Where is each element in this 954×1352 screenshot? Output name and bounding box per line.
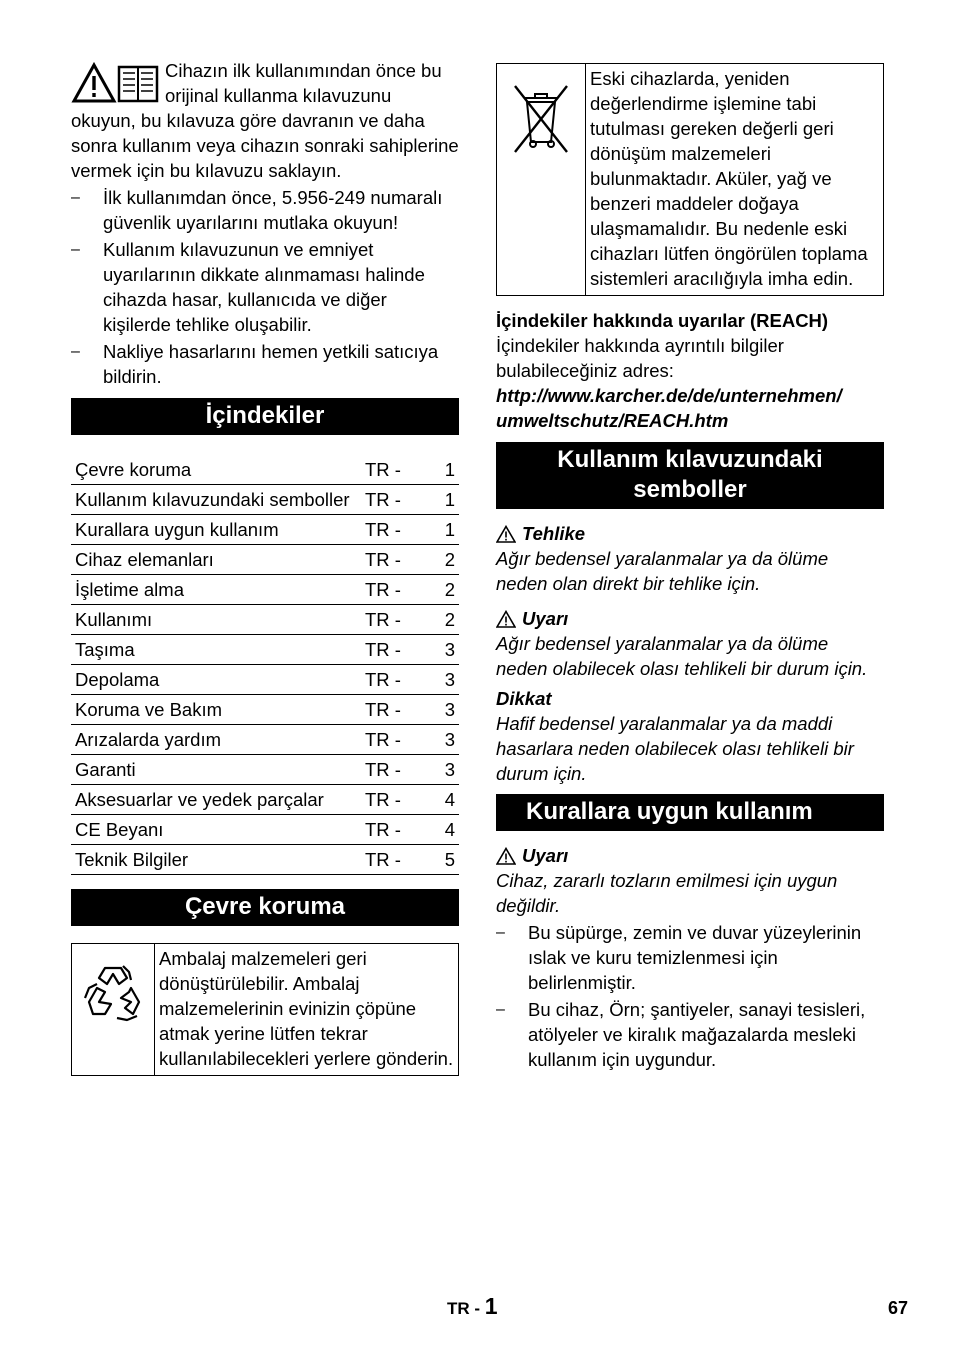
toc-entry-prefix: TR - — [361, 665, 429, 695]
toc-entry-prefix: TR - — [361, 815, 429, 845]
toc-entry-title: Aksesuarlar ve yedek parçalar — [71, 785, 361, 815]
toc-row — [71, 485, 459, 515]
toc-entry-prefix: TR - — [361, 485, 429, 515]
list-item: – İlk kullanımdan önce, 5.956-249 numaralı güvenlik uyarılarını mutlaka okuyun! — [71, 185, 459, 235]
warning-label-row — [496, 606, 884, 631]
danger-text: Ağır bedensel yaralanmalar ya da ölüme neden olan direkt bir tehlike için. — [496, 548, 829, 594]
toc-entry-title: Depolama — [71, 665, 361, 695]
toc-entry-title: Kurallara uygun kullanım — [71, 515, 361, 545]
toc-entry-page: 1 — [429, 485, 459, 515]
danger-label: Tehlike — [522, 523, 586, 544]
toc-entry-prefix: TR - — [361, 515, 429, 545]
environment-heading: Çevre koruma — [71, 889, 459, 926]
toc-row — [71, 755, 459, 785]
toc-entry-title: Arızalarda yardım — [71, 725, 361, 755]
warning-label: Uyarı — [522, 608, 569, 629]
toc-entry-page: 3 — [429, 635, 459, 665]
warning-triangle-icon — [496, 525, 516, 543]
weee-text: Eski cihazlarda, yeniden değerlendirme işlemine tabi tutulması gereken değerli geri dönüşüm malzemeleri bulunmaktadır. Aküler, yağ ve benzeri maddeler doğaya ulaşmamalıdır. Bu nedenle eski cihazları lütfen öngörülen toplama sistemleri aracılığıyla imha edin. — [586, 64, 884, 296]
recycle-box — [71, 943, 459, 1076]
caution-text: Hafif bedensel yaralanmalar ya da maddi hasarlara neden olabilecek olası tehlikeli bir durum için. — [496, 713, 854, 784]
toc-row — [71, 815, 459, 845]
intro-text: Cihazın ilk kullanımından önce bu orijinal kullanma kılavuzunu okuyun, bu kılavuza göre davranın ve daha sonra kullanım veya cihazın sonraki sahiplerine vermek için bu kılavuzu saklayın. — [71, 60, 459, 181]
toc-entry-page: 3 — [429, 665, 459, 695]
toc-entry-page: 3 — [429, 755, 459, 785]
toc-row — [71, 515, 459, 545]
footer-sep: - — [469, 1299, 485, 1318]
toc-entry-title: Cihaz elemanları — [71, 545, 361, 575]
proper-use-list — [496, 920, 884, 1072]
toc-entry-page: 3 — [429, 725, 459, 755]
toc-entry-title: CE Beyanı — [71, 815, 361, 845]
toc-entry-prefix: TR - — [361, 545, 429, 575]
weee-box — [496, 63, 884, 296]
toc-entry-page: 3 — [429, 695, 459, 725]
toc-entry-page: 4 — [429, 815, 459, 845]
toc-entry-page: 4 — [429, 785, 459, 815]
warning-text: Ağır bedensel yaralanmalar ya da ölüme neden olabilecek olası tehlikeli bir durum için. — [496, 633, 868, 679]
weee-icon-cell — [497, 64, 586, 296]
toc-entry-title: Kullanımı — [71, 605, 361, 635]
toc-entry-prefix: TR - — [361, 635, 429, 665]
warning-manual-icon — [71, 61, 159, 105]
toc-entry-title: Teknik Bilgiler — [71, 845, 361, 875]
left-column — [71, 58, 459, 1076]
proper-use-warning-label: Uyarı — [522, 845, 569, 866]
warning-triangle-icon — [496, 847, 516, 865]
toc-row — [71, 453, 459, 485]
proper-use-warning-row — [496, 843, 884, 868]
symbols-heading: Kullanım kılavuzundaki semboller — [496, 442, 884, 509]
danger-label-row — [496, 521, 884, 546]
reach-url[interactable] — [496, 383, 884, 433]
crossed-bin-icon — [509, 80, 573, 156]
toc-row — [71, 545, 459, 575]
list-item: – Nakliye hasarlarını hemen yetkili satıcıya bildirin. — [71, 339, 459, 389]
toc-entry-page: 5 — [429, 845, 459, 875]
toc-row — [71, 845, 459, 875]
toc-entry-prefix: TR - — [361, 453, 429, 485]
toc-entry-prefix: TR - — [361, 785, 429, 815]
proper-use-warning-text: Cihaz, zararlı tozların emilmesi için uygun değildir. — [496, 870, 838, 916]
toc-row — [71, 605, 459, 635]
toc-entry-page: 2 — [429, 605, 459, 635]
list-item: – Kullanım kılavuzunun ve emniyet uyarılarının dikkate alınmaması halinde cihazda hasar, kullanıcıda ve diğer kişilerde tehlike oluşabilir. — [71, 237, 459, 337]
footer-lang: TR — [447, 1299, 470, 1318]
toc-entry-prefix: TR - — [361, 725, 429, 755]
recycle-text: Ambalaj malzemeleri geri dönüştürülebilir. Ambalaj malzemelerinin evinizin çöpüne atmak yerine lütfen tekrar kullanılabilecekleri yerlere gönderin. — [155, 944, 459, 1076]
toc-entry-page: 1 — [429, 453, 459, 485]
reach-url-line1[interactable]: http://www.karcher.de/de/unternehmen/ — [496, 385, 842, 406]
toc-entry-title: İşletime alma — [71, 575, 361, 605]
intro-list — [71, 185, 459, 389]
toc-row — [71, 695, 459, 725]
toc-row — [71, 725, 459, 755]
reach-heading: İçindekiler hakkında uyarılar (REACH) — [496, 310, 829, 331]
right-column — [496, 63, 884, 1072]
toc-entry-title: Koruma ve Bakım — [71, 695, 361, 725]
toc-entry-page: 1 — [429, 515, 459, 545]
toc-entry-prefix: TR - — [361, 695, 429, 725]
toc-row — [71, 665, 459, 695]
caution-label: Dikkat — [496, 688, 552, 709]
toc-entry-prefix: TR - — [361, 575, 429, 605]
footer-section-page — [447, 1294, 498, 1321]
footer-section-number: 1 — [484, 1293, 498, 1319]
toc-entry-prefix: TR - — [361, 755, 429, 785]
toc-heading: İçindekiler — [71, 398, 459, 435]
proper-use-heading: Kurallara uygun kullanım — [496, 794, 884, 831]
warning-triangle-icon — [496, 610, 516, 628]
toc-entry-title: Çevre koruma — [71, 453, 361, 485]
reach-url-line2[interactable]: umweltschutz/REACH.htm — [496, 410, 729, 431]
recycle-icon-cell — [72, 944, 155, 1076]
toc-entry-title: Garanti — [71, 755, 361, 785]
toc-entry-title: Kullanım kılavuzundaki semboller — [71, 485, 361, 515]
list-item: – Bu cihaz, Örn; şantiyeler, sanayi tesisleri, atölyeler ve kiralık mağazalarda mesleki kullanım için uygundur. — [496, 997, 884, 1072]
intro-block — [71, 58, 459, 183]
toc-entry-page: 2 — [429, 545, 459, 575]
toc-entry-prefix: TR - — [361, 605, 429, 635]
list-item: – Bu süpürge, zemin ve duvar yüzeylerinin ıslak ve kuru temizlenmesi için belirlenmiştir. — [496, 920, 884, 995]
toc-table — [71, 453, 459, 875]
toc-row — [71, 785, 459, 815]
toc-row — [71, 575, 459, 605]
recycle-icon — [75, 958, 151, 1034]
toc-row — [71, 635, 459, 665]
page-number: 67 — [888, 1298, 909, 1318]
toc-entry-page: 2 — [429, 575, 459, 605]
toc-entry-prefix: TR - — [361, 845, 429, 875]
toc-entry-title: Taşıma — [71, 635, 361, 665]
reach-text: İçindekiler hakkında ayrıntılı bilgiler bulabileceğiniz adres: — [496, 335, 784, 381]
